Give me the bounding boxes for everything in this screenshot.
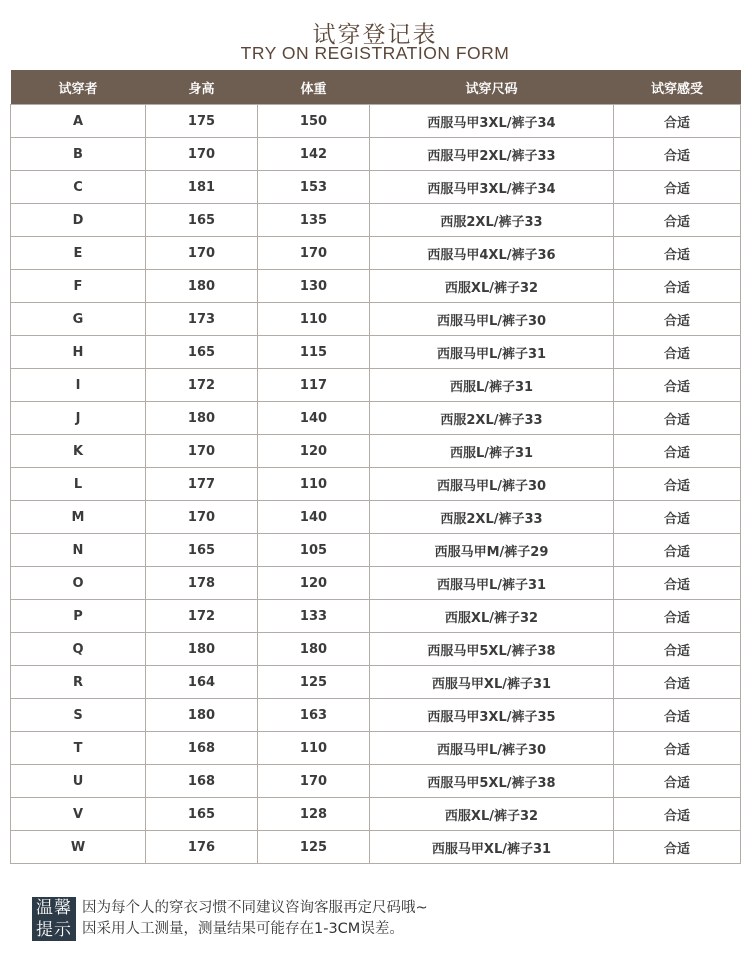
notice-badge-line1: 温馨	[36, 898, 72, 918]
table-row	[11, 699, 741, 732]
table-row	[11, 171, 741, 204]
cell-weight: 180	[258, 633, 370, 666]
cell-height: 165	[146, 336, 258, 369]
cell-size: 西服马甲5XL/裤子38	[370, 633, 614, 666]
table-row	[11, 732, 741, 765]
cell-weight: 170	[258, 237, 370, 270]
cell-size: 西服马甲M/裤子29	[370, 534, 614, 567]
cell-tester: N	[11, 534, 146, 567]
cell-size: 西服马甲L/裤子31	[370, 336, 614, 369]
table-row	[11, 633, 741, 666]
cell-size: 西服XL/裤子32	[370, 600, 614, 633]
table-row	[11, 303, 741, 336]
cell-tester: S	[11, 699, 146, 732]
cell-weight: 135	[258, 204, 370, 237]
cell-feeling: 合适	[614, 237, 741, 270]
cell-height: 172	[146, 369, 258, 402]
cell-feeling: 合适	[614, 567, 741, 600]
cell-tester: U	[11, 765, 146, 798]
cell-height: 170	[146, 435, 258, 468]
cell-weight: 110	[258, 303, 370, 336]
header-size: 试穿尺码	[370, 70, 614, 105]
cell-size: 西服马甲L/裤子30	[370, 303, 614, 336]
cell-weight: 130	[258, 270, 370, 303]
cell-tester: F	[11, 270, 146, 303]
table-row	[11, 105, 741, 138]
table-row	[11, 138, 741, 171]
table-row	[11, 402, 741, 435]
cell-tester: J	[11, 402, 146, 435]
table-row	[11, 798, 741, 831]
table-row	[11, 435, 741, 468]
table-row	[11, 369, 741, 402]
cell-feeling: 合适	[614, 336, 741, 369]
header-height: 身高	[146, 70, 258, 105]
notice-text	[82, 897, 428, 940]
cell-height: 170	[146, 501, 258, 534]
cell-height: 180	[146, 270, 258, 303]
cell-weight: 110	[258, 468, 370, 501]
cell-height: 173	[146, 303, 258, 336]
registration-table	[10, 70, 741, 864]
cell-feeling: 合适	[614, 138, 741, 171]
page-subtitle: TRY ON REGISTRATION FORM	[240, 43, 510, 63]
cell-tester: E	[11, 237, 146, 270]
table-row	[11, 270, 741, 303]
cell-height: 180	[146, 633, 258, 666]
cell-size: 西服马甲XL/裤子31	[370, 831, 614, 864]
cell-size: 西服马甲4XL/裤子36	[370, 237, 614, 270]
cell-weight: 120	[258, 435, 370, 468]
cell-tester: M	[11, 501, 146, 534]
cell-size: 西服L/裤子31	[370, 435, 614, 468]
table-row	[11, 765, 741, 798]
notice-badge-line2: 提示	[36, 920, 72, 940]
cell-height: 178	[146, 567, 258, 600]
cell-tester: G	[11, 303, 146, 336]
cell-height: 175	[146, 105, 258, 138]
table-row	[11, 666, 741, 699]
table-row	[11, 204, 741, 237]
cell-feeling: 合适	[614, 402, 741, 435]
notice-line-2: 因采用人工测量，测量结果可能存在1-3CM误差。	[82, 921, 404, 937]
cell-height: 172	[146, 600, 258, 633]
cell-tester: D	[11, 204, 146, 237]
cell-weight: 117	[258, 369, 370, 402]
header-weight: 体重	[258, 70, 370, 105]
cell-height: 180	[146, 402, 258, 435]
table-row	[11, 831, 741, 864]
cell-feeling: 合适	[614, 765, 741, 798]
table-body	[11, 105, 741, 864]
cell-weight: 140	[258, 501, 370, 534]
cell-size: 西服马甲3XL/裤子34	[370, 105, 614, 138]
cell-feeling: 合适	[614, 435, 741, 468]
cell-tester: P	[11, 600, 146, 633]
table-header-row	[11, 70, 741, 105]
cell-size: 西服L/裤子31	[370, 369, 614, 402]
table-row	[11, 534, 741, 567]
cell-size: 西服马甲L/裤子30	[370, 732, 614, 765]
cell-feeling: 合适	[614, 369, 741, 402]
cell-tester: H	[11, 336, 146, 369]
cell-weight: 153	[258, 171, 370, 204]
cell-tester: R	[11, 666, 146, 699]
cell-size: 西服2XL/裤子33	[370, 402, 614, 435]
cell-tester: I	[11, 369, 146, 402]
cell-height: 170	[146, 237, 258, 270]
header-feeling: 试穿感受	[614, 70, 741, 105]
cell-size: 西服马甲3XL/裤子34	[370, 171, 614, 204]
cell-height: 181	[146, 171, 258, 204]
cell-weight: 120	[258, 567, 370, 600]
cell-size: 西服马甲L/裤子30	[370, 468, 614, 501]
cell-tester: O	[11, 567, 146, 600]
cell-tester: C	[11, 171, 146, 204]
cell-tester: B	[11, 138, 146, 171]
cell-weight: 140	[258, 402, 370, 435]
cell-feeling: 合适	[614, 699, 741, 732]
cell-feeling: 合适	[614, 171, 741, 204]
cell-feeling: 合适	[614, 831, 741, 864]
cell-size: 西服XL/裤子32	[370, 798, 614, 831]
cell-feeling: 合适	[614, 204, 741, 237]
cell-size: 西服马甲5XL/裤子38	[370, 765, 614, 798]
cell-weight: 110	[258, 732, 370, 765]
cell-tester: T	[11, 732, 146, 765]
header-tester: 试穿者	[11, 70, 146, 105]
cell-weight: 105	[258, 534, 370, 567]
cell-size: 西服马甲L/裤子31	[370, 567, 614, 600]
cell-feeling: 合适	[614, 600, 741, 633]
cell-weight: 133	[258, 600, 370, 633]
cell-feeling: 合适	[614, 534, 741, 567]
table-row	[11, 501, 741, 534]
table-row	[11, 468, 741, 501]
cell-height: 176	[146, 831, 258, 864]
cell-tester: A	[11, 105, 146, 138]
cell-tester: Q	[11, 633, 146, 666]
cell-height: 177	[146, 468, 258, 501]
cell-feeling: 合适	[614, 798, 741, 831]
cell-weight: 163	[258, 699, 370, 732]
cell-height: 168	[146, 732, 258, 765]
cell-size: 西服2XL/裤子33	[370, 501, 614, 534]
cell-size: 西服2XL/裤子33	[370, 204, 614, 237]
cell-height: 165	[146, 204, 258, 237]
cell-weight: 150	[258, 105, 370, 138]
cell-feeling: 合适	[614, 501, 741, 534]
cell-tester: V	[11, 798, 146, 831]
cell-feeling: 合适	[614, 468, 741, 501]
cell-weight: 128	[258, 798, 370, 831]
cell-height: 180	[146, 699, 258, 732]
cell-size: 西服马甲3XL/裤子35	[370, 699, 614, 732]
cell-tester: L	[11, 468, 146, 501]
cell-height: 168	[146, 765, 258, 798]
cell-height: 165	[146, 798, 258, 831]
cell-feeling: 合适	[614, 633, 741, 666]
notice-line-1: 因为每个人的穿衣习惯不同建议咨询客服再定尺码哦~	[82, 900, 428, 916]
cell-weight: 125	[258, 831, 370, 864]
cell-height: 164	[146, 666, 258, 699]
page-title: 试穿登记表	[312, 22, 438, 48]
cell-size: 西服马甲XL/裤子31	[370, 666, 614, 699]
notice-badge	[32, 897, 76, 941]
cell-weight: 170	[258, 765, 370, 798]
cell-size: 西服XL/裤子32	[370, 270, 614, 303]
cell-weight: 125	[258, 666, 370, 699]
notice-section	[32, 897, 428, 941]
cell-feeling: 合适	[614, 105, 741, 138]
cell-height: 170	[146, 138, 258, 171]
table-row	[11, 237, 741, 270]
cell-size: 西服马甲2XL/裤子33	[370, 138, 614, 171]
cell-weight: 115	[258, 336, 370, 369]
cell-weight: 142	[258, 138, 370, 171]
table-row	[11, 336, 741, 369]
cell-tester: K	[11, 435, 146, 468]
cell-feeling: 合适	[614, 666, 741, 699]
table-row	[11, 567, 741, 600]
table-row	[11, 600, 741, 633]
cell-height: 165	[146, 534, 258, 567]
cell-feeling: 合适	[614, 732, 741, 765]
cell-feeling: 合适	[614, 270, 741, 303]
cell-tester: W	[11, 831, 146, 864]
cell-feeling: 合适	[614, 303, 741, 336]
